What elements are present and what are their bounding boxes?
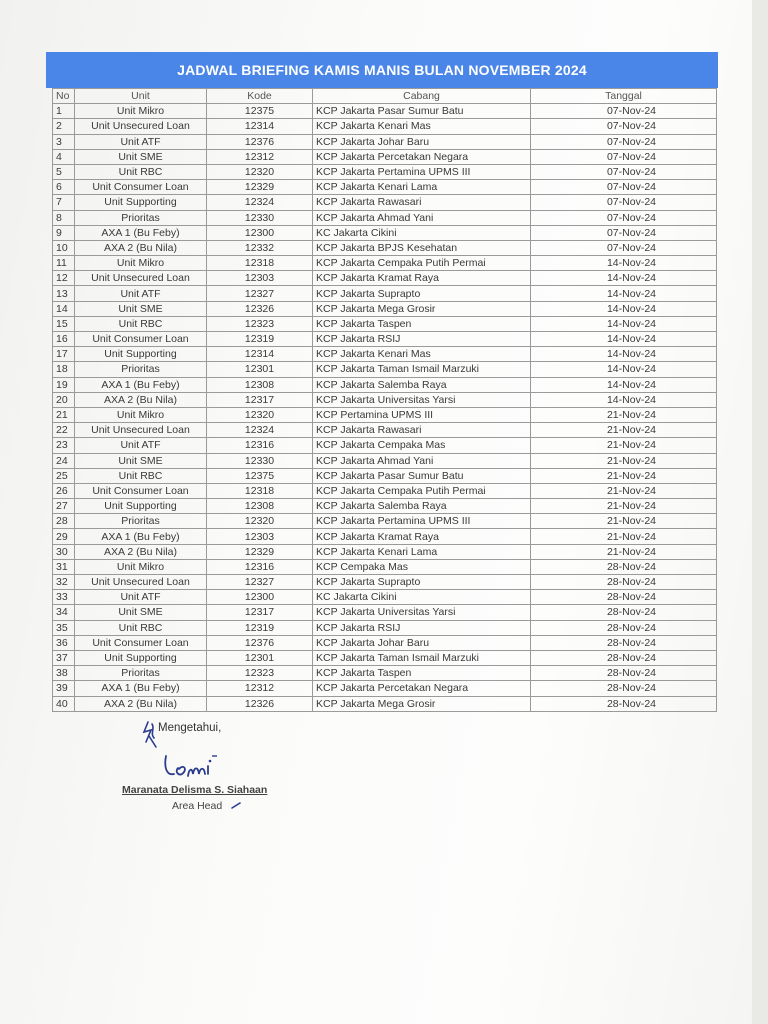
row-number: 28 (53, 514, 75, 529)
kode-cell: 12375 (207, 104, 313, 119)
row-number: 38 (53, 666, 75, 681)
table-row (53, 529, 717, 544)
kode-cell: 12324 (207, 195, 313, 210)
table-row (53, 620, 717, 635)
cabang-cell: KCP Jakarta Kenari Lama (313, 544, 531, 559)
table-row (53, 347, 717, 362)
table-row (53, 210, 717, 225)
row-number: 20 (53, 392, 75, 407)
cabang-cell: KCP Jakarta RSIJ (313, 620, 531, 635)
unit-cell: Unit SME (75, 301, 207, 316)
tick-mark-icon (230, 800, 244, 810)
table-row (53, 195, 717, 210)
table-row (53, 635, 717, 650)
kode-cell: 12300 (207, 225, 313, 240)
unit-cell: AXA 2 (Bu Nila) (75, 696, 207, 711)
table-row (53, 362, 717, 377)
table-row (53, 544, 717, 559)
tanggal-cell: 28-Nov-24 (531, 681, 717, 696)
kode-cell: 12319 (207, 332, 313, 347)
unit-cell: Unit Mikro (75, 559, 207, 574)
cabang-cell: KCP Jakarta Cempaka Putih Permai (313, 483, 531, 498)
kode-cell: 12327 (207, 575, 313, 590)
cabang-cell: KCP Jakarta Percetakan Negara (313, 681, 531, 696)
tanggal-cell: 14-Nov-24 (531, 256, 717, 271)
cabang-cell: KCP Pertamina UPMS III (313, 407, 531, 422)
tanggal-cell: 14-Nov-24 (531, 316, 717, 331)
cabang-cell: KCP Jakarta Pasar Sumur Batu (313, 468, 531, 483)
row-number: 19 (53, 377, 75, 392)
tanggal-cell: 21-Nov-24 (531, 499, 717, 514)
cabang-cell: KCP Jakarta Pertamina UPMS III (313, 164, 531, 179)
kode-cell: 12323 (207, 666, 313, 681)
table-body (53, 104, 717, 712)
tanggal-cell: 07-Nov-24 (531, 210, 717, 225)
row-number: 39 (53, 681, 75, 696)
table-row (53, 316, 717, 331)
signature-block (118, 718, 318, 818)
tanggal-cell: 07-Nov-24 (531, 225, 717, 240)
table-header-row (53, 89, 717, 104)
row-number: 3 (53, 134, 75, 149)
row-number: 22 (53, 423, 75, 438)
unit-cell: AXA 1 (Bu Feby) (75, 529, 207, 544)
cabang-cell: KCP Jakarta Pertamina UPMS III (313, 514, 531, 529)
unit-cell: Unit SME (75, 453, 207, 468)
row-number: 34 (53, 605, 75, 620)
tanggal-cell: 28-Nov-24 (531, 650, 717, 665)
table-row (53, 180, 717, 195)
row-number: 31 (53, 559, 75, 574)
row-number: 9 (53, 225, 75, 240)
tanggal-cell: 07-Nov-24 (531, 195, 717, 210)
column-header-tanggal: Tanggal (531, 89, 717, 104)
kode-cell: 12303 (207, 529, 313, 544)
table-row (53, 590, 717, 605)
cabang-cell: KC Jakarta Cikini (313, 225, 531, 240)
row-number: 29 (53, 529, 75, 544)
tanggal-cell: 28-Nov-24 (531, 605, 717, 620)
row-number: 5 (53, 164, 75, 179)
cabang-cell: KCP Jakarta Kenari Mas (313, 347, 531, 362)
column-header-kode: Kode (207, 89, 313, 104)
unit-cell: Unit SME (75, 149, 207, 164)
cabang-cell: KCP Jakarta Taspen (313, 316, 531, 331)
table-row (53, 256, 717, 271)
table-row (53, 225, 717, 240)
tanggal-cell: 07-Nov-24 (531, 119, 717, 134)
kode-cell: 12312 (207, 149, 313, 164)
unit-cell: Unit SME (75, 605, 207, 620)
cabang-cell: KCP Jakarta Kramat Raya (313, 529, 531, 544)
column-header-unit: Unit (75, 89, 207, 104)
cabang-cell: KCP Jakarta Taman Ismail Marzuki (313, 362, 531, 377)
cabang-cell: KCP Jakarta RSIJ (313, 332, 531, 347)
handwritten-signature (162, 752, 242, 782)
tanggal-cell: 28-Nov-24 (531, 620, 717, 635)
cabang-cell: KCP Jakarta Mega Grosir (313, 696, 531, 711)
tanggal-cell: 28-Nov-24 (531, 635, 717, 650)
cabang-cell: KCP Jakarta Salemba Raya (313, 499, 531, 514)
table-row (53, 392, 717, 407)
table-row (53, 438, 717, 453)
row-number: 36 (53, 635, 75, 650)
row-number: 15 (53, 316, 75, 331)
unit-cell: Unit Supporting (75, 499, 207, 514)
kode-cell: 12320 (207, 407, 313, 422)
kode-cell: 12300 (207, 590, 313, 605)
tanggal-cell: 07-Nov-24 (531, 134, 717, 149)
table-row (53, 575, 717, 590)
tanggal-cell: 14-Nov-24 (531, 271, 717, 286)
table-row (53, 650, 717, 665)
unit-cell: Unit Consumer Loan (75, 180, 207, 195)
tanggal-cell: 14-Nov-24 (531, 332, 717, 347)
table-row (53, 134, 717, 149)
cabang-cell: KCP Jakarta Kenari Mas (313, 119, 531, 134)
tanggal-cell: 14-Nov-24 (531, 286, 717, 301)
unit-cell: Unit RBC (75, 468, 207, 483)
kode-cell: 12317 (207, 392, 313, 407)
cabang-cell: KCP Jakarta Johar Baru (313, 635, 531, 650)
cabang-cell: KCP Jakarta Rawasari (313, 423, 531, 438)
row-number: 30 (53, 544, 75, 559)
tanggal-cell: 07-Nov-24 (531, 240, 717, 255)
table-row (53, 119, 717, 134)
unit-cell: Unit Unsecured Loan (75, 271, 207, 286)
unit-cell: Unit Consumer Loan (75, 635, 207, 650)
tanggal-cell: 07-Nov-24 (531, 149, 717, 164)
unit-cell: Prioritas (75, 362, 207, 377)
unit-cell: Unit ATF (75, 590, 207, 605)
cabang-cell: KCP Jakarta Salemba Raya (313, 377, 531, 392)
row-number: 14 (53, 301, 75, 316)
table-row (53, 514, 717, 529)
tanggal-cell: 07-Nov-24 (531, 180, 717, 195)
tanggal-cell: 21-Nov-24 (531, 423, 717, 438)
unit-cell: Unit Consumer Loan (75, 483, 207, 498)
row-number: 2 (53, 119, 75, 134)
unit-cell: Unit Consumer Loan (75, 332, 207, 347)
table-row (53, 149, 717, 164)
cabang-cell: KCP Jakarta Suprapto (313, 575, 531, 590)
row-number: 40 (53, 696, 75, 711)
unit-cell: AXA 2 (Bu Nila) (75, 544, 207, 559)
row-number: 13 (53, 286, 75, 301)
tanggal-cell: 07-Nov-24 (531, 164, 717, 179)
kode-cell: 12318 (207, 256, 313, 271)
kode-cell: 12376 (207, 635, 313, 650)
table-row (53, 453, 717, 468)
kode-cell: 12317 (207, 605, 313, 620)
tanggal-cell: 14-Nov-24 (531, 377, 717, 392)
row-number: 33 (53, 590, 75, 605)
unit-cell: AXA 2 (Bu Nila) (75, 240, 207, 255)
tanggal-cell: 28-Nov-24 (531, 590, 717, 605)
kode-cell: 12332 (207, 240, 313, 255)
table-row (53, 468, 717, 483)
kode-cell: 12319 (207, 620, 313, 635)
unit-cell: Unit ATF (75, 286, 207, 301)
cabang-cell: KCP Jakarta Johar Baru (313, 134, 531, 149)
acknowledged-label: Mengetahui, (158, 722, 222, 734)
row-number: 8 (53, 210, 75, 225)
cabang-cell: KCP Jakarta Ahmad Yani (313, 210, 531, 225)
signer-role: Area Head (172, 800, 223, 812)
kode-cell: 12308 (207, 499, 313, 514)
table-row (53, 423, 717, 438)
cabang-cell: KCP Jakarta Universitas Yarsi (313, 605, 531, 620)
kode-cell: 12301 (207, 362, 313, 377)
table-row (53, 681, 717, 696)
row-number: 7 (53, 195, 75, 210)
kode-cell: 12330 (207, 453, 313, 468)
cabang-cell: KCP Jakarta Ahmad Yani (313, 453, 531, 468)
row-number: 25 (53, 468, 75, 483)
row-number: 10 (53, 240, 75, 255)
row-number: 32 (53, 575, 75, 590)
tanggal-cell: 28-Nov-24 (531, 696, 717, 711)
cabang-cell: KCP Cempaka Mas (313, 559, 531, 574)
kode-cell: 12318 (207, 483, 313, 498)
cabang-cell: KCP Jakarta BPJS Kesehatan (313, 240, 531, 255)
unit-cell: Prioritas (75, 210, 207, 225)
row-number: 4 (53, 149, 75, 164)
tanggal-cell: 21-Nov-24 (531, 468, 717, 483)
table-row (53, 240, 717, 255)
kode-cell: 12327 (207, 286, 313, 301)
kode-cell: 12314 (207, 119, 313, 134)
tanggal-cell: 14-Nov-24 (531, 392, 717, 407)
paper-edge (752, 0, 768, 1024)
unit-cell: Unit RBC (75, 620, 207, 635)
tanggal-cell: 14-Nov-24 (531, 362, 717, 377)
unit-cell: AXA 1 (Bu Feby) (75, 681, 207, 696)
unit-cell: Prioritas (75, 666, 207, 681)
kode-cell: 12326 (207, 696, 313, 711)
unit-cell: Unit Mikro (75, 407, 207, 422)
kode-cell: 12323 (207, 316, 313, 331)
unit-cell: Unit Mikro (75, 104, 207, 119)
unit-cell: Prioritas (75, 514, 207, 529)
unit-cell: Unit Supporting (75, 195, 207, 210)
cabang-cell: KCP Jakarta Cempaka Putih Permai (313, 256, 531, 271)
row-number: 12 (53, 271, 75, 286)
tanggal-cell: 28-Nov-24 (531, 575, 717, 590)
table-row (53, 696, 717, 711)
row-number: 23 (53, 438, 75, 453)
tanggal-cell: 14-Nov-24 (531, 347, 717, 362)
row-number: 18 (53, 362, 75, 377)
cabang-cell: KCP Jakarta Kenari Lama (313, 180, 531, 195)
unit-cell: AXA 1 (Bu Feby) (75, 225, 207, 240)
table-row (53, 559, 717, 574)
schedule-table (52, 88, 717, 712)
table-row (53, 605, 717, 620)
tanggal-cell: 28-Nov-24 (531, 666, 717, 681)
kode-cell: 12376 (207, 134, 313, 149)
cabang-cell: KCP Jakarta Universitas Yarsi (313, 392, 531, 407)
unit-cell: Unit Unsecured Loan (75, 423, 207, 438)
kode-cell: 12375 (207, 468, 313, 483)
cabang-cell: KCP Jakarta Rawasari (313, 195, 531, 210)
unit-cell: Unit RBC (75, 164, 207, 179)
column-header-no: No (53, 89, 75, 104)
table-row (53, 483, 717, 498)
kode-cell: 12320 (207, 514, 313, 529)
table-row (53, 407, 717, 422)
row-number: 26 (53, 483, 75, 498)
kode-cell: 12301 (207, 650, 313, 665)
table-row (53, 286, 717, 301)
kode-cell: 12326 (207, 301, 313, 316)
cabang-cell: KCP Jakarta Kramat Raya (313, 271, 531, 286)
row-number: 21 (53, 407, 75, 422)
row-number: 37 (53, 650, 75, 665)
row-number: 35 (53, 620, 75, 635)
unit-cell: Unit ATF (75, 438, 207, 453)
unit-cell: Unit Unsecured Loan (75, 575, 207, 590)
tanggal-cell: 21-Nov-24 (531, 407, 717, 422)
row-number: 17 (53, 347, 75, 362)
unit-cell: Unit Mikro (75, 256, 207, 271)
unit-cell: Unit Supporting (75, 650, 207, 665)
signer-name: Maranata Delisma S. Siahaan (122, 784, 268, 796)
kode-cell: 12312 (207, 681, 313, 696)
kode-cell: 12308 (207, 377, 313, 392)
cabang-cell: KCP Jakarta Percetakan Negara (313, 149, 531, 164)
tanggal-cell: 21-Nov-24 (531, 544, 717, 559)
schedule-sheet (46, 52, 718, 712)
table-row (53, 666, 717, 681)
unit-cell: AXA 1 (Bu Feby) (75, 377, 207, 392)
tanggal-cell: 21-Nov-24 (531, 483, 717, 498)
cabang-cell: KC Jakarta Cikini (313, 590, 531, 605)
kode-cell: 12303 (207, 271, 313, 286)
table-row (53, 499, 717, 514)
row-number: 27 (53, 499, 75, 514)
paraf-mark-icon (142, 720, 158, 750)
row-number: 11 (53, 256, 75, 271)
tanggal-cell: 14-Nov-24 (531, 301, 717, 316)
cabang-cell: KCP Jakarta Taspen (313, 666, 531, 681)
row-number: 16 (53, 332, 75, 347)
kode-cell: 12329 (207, 544, 313, 559)
document-title: JADWAL BRIEFING KAMIS MANIS BULAN NOVEMBER 2024 (46, 52, 718, 88)
column-header-cabang: Cabang (313, 89, 531, 104)
table-row (53, 377, 717, 392)
kode-cell: 12316 (207, 559, 313, 574)
table-row (53, 301, 717, 316)
kode-cell: 12324 (207, 423, 313, 438)
tanggal-cell: 28-Nov-24 (531, 559, 717, 574)
unit-cell: Unit Unsecured Loan (75, 119, 207, 134)
unit-cell: Unit RBC (75, 316, 207, 331)
table-row (53, 332, 717, 347)
cabang-cell: KCP Jakarta Mega Grosir (313, 301, 531, 316)
cabang-cell: KCP Jakarta Pasar Sumur Batu (313, 104, 531, 119)
tanggal-cell: 21-Nov-24 (531, 529, 717, 544)
row-number: 1 (53, 104, 75, 119)
tanggal-cell: 07-Nov-24 (531, 104, 717, 119)
unit-cell: Unit Supporting (75, 347, 207, 362)
cabang-cell: KCP Jakarta Suprapto (313, 286, 531, 301)
row-number: 24 (53, 453, 75, 468)
cabang-cell: KCP Jakarta Taman Ismail Marzuki (313, 650, 531, 665)
kode-cell: 12320 (207, 164, 313, 179)
kode-cell: 12316 (207, 438, 313, 453)
table-row (53, 164, 717, 179)
tanggal-cell: 21-Nov-24 (531, 453, 717, 468)
tanggal-cell: 21-Nov-24 (531, 514, 717, 529)
table-row (53, 104, 717, 119)
table-row (53, 271, 717, 286)
row-number: 6 (53, 180, 75, 195)
kode-cell: 12329 (207, 180, 313, 195)
kode-cell: 12314 (207, 347, 313, 362)
unit-cell: AXA 2 (Bu Nila) (75, 392, 207, 407)
kode-cell: 12330 (207, 210, 313, 225)
cabang-cell: KCP Jakarta Cempaka Mas (313, 438, 531, 453)
unit-cell: Unit ATF (75, 134, 207, 149)
tanggal-cell: 21-Nov-24 (531, 438, 717, 453)
